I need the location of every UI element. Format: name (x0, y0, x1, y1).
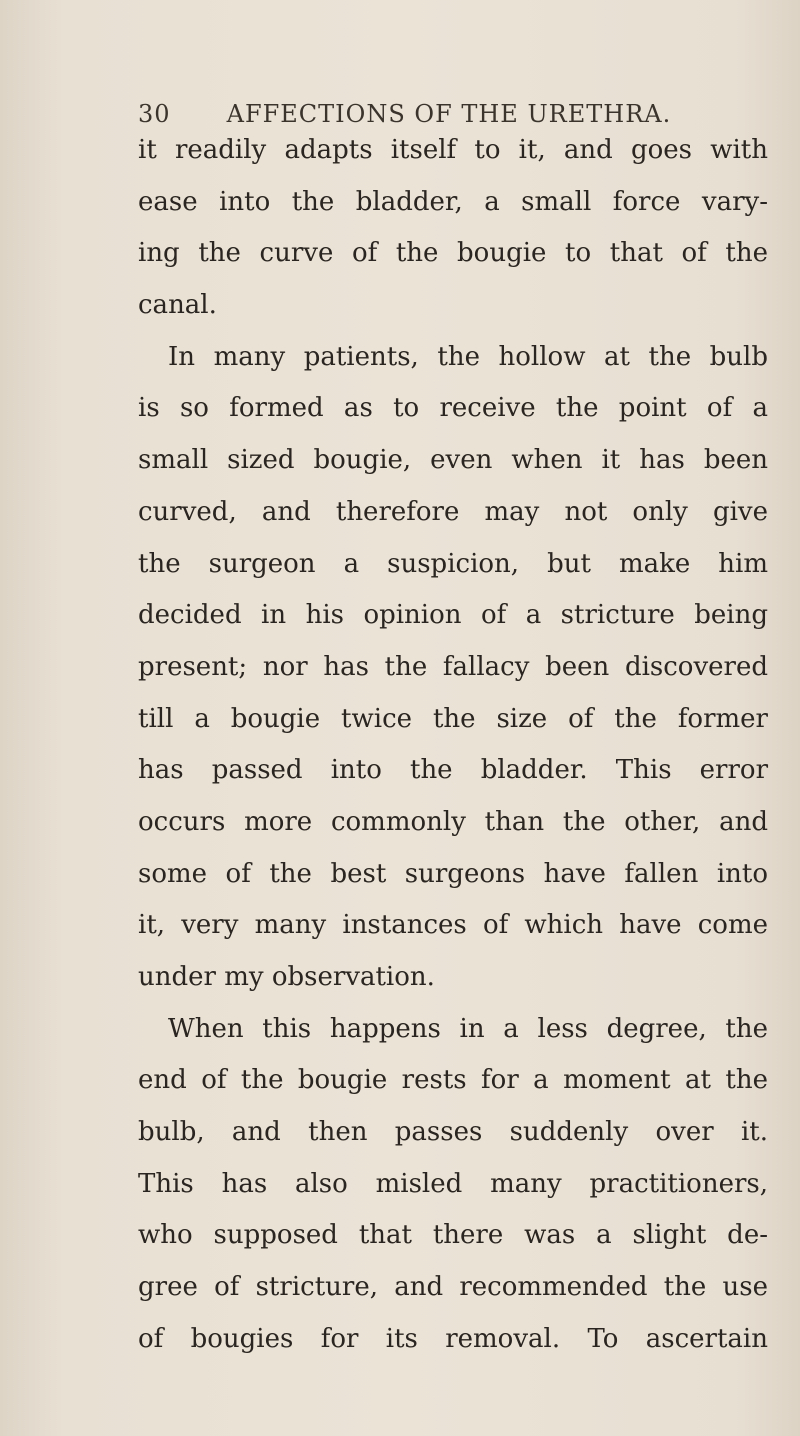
text-line: till a bougie twice the size of the former (138, 703, 768, 734)
text-line: In many patients, the hollow at the bulb (168, 341, 768, 372)
text-line: canal. (138, 290, 217, 321)
text-line: ease into the bladder, a small force vary- (138, 186, 768, 217)
text-line: it readily adapts itself to it, and goes with (138, 135, 768, 165)
text-line: ing the curve of the bougie to that of the (138, 238, 768, 269)
text-line: present; nor has the fallacy been discovered (138, 651, 768, 682)
text-line: the surgeon a suspicion, but make him (138, 548, 768, 579)
body-text (138, 125, 768, 1366)
text-line: end of the bougie rests for a moment at the (138, 1065, 768, 1096)
text-line: some of the best surgeons have fallen into (138, 858, 768, 889)
text-line: has passed into the bladder. This error (138, 755, 768, 786)
text-line: under my observation. (138, 962, 435, 992)
text-line: occurs more commonly than the other, and (138, 806, 768, 837)
text-line: gree of stricture, and recommended the use (138, 1272, 768, 1303)
text-line: it, very many instances of which have come (138, 910, 768, 941)
text-line: When this happens in a less degree, the (168, 1013, 768, 1044)
text-line: is so formed as to receive the point of a (138, 393, 768, 424)
text-line: curved, and therefore may not only give (138, 496, 768, 527)
text-line: who supposed that there was a slight de- (138, 1220, 768, 1251)
text-line: decided in his opinion of a stricture being (138, 600, 768, 631)
running-head: AFFECTIONS OF THE URETHRA. (226, 100, 672, 128)
text-line: bulb, and then passes suddenly over it. (138, 1117, 768, 1148)
page-number: 30 (138, 100, 171, 128)
text-line: of bougies for its removal. To ascertain (138, 1323, 768, 1354)
text-line: This has also misled many practitioners, (138, 1168, 768, 1199)
text-line: small sized bougie, even when it has been (138, 445, 768, 476)
